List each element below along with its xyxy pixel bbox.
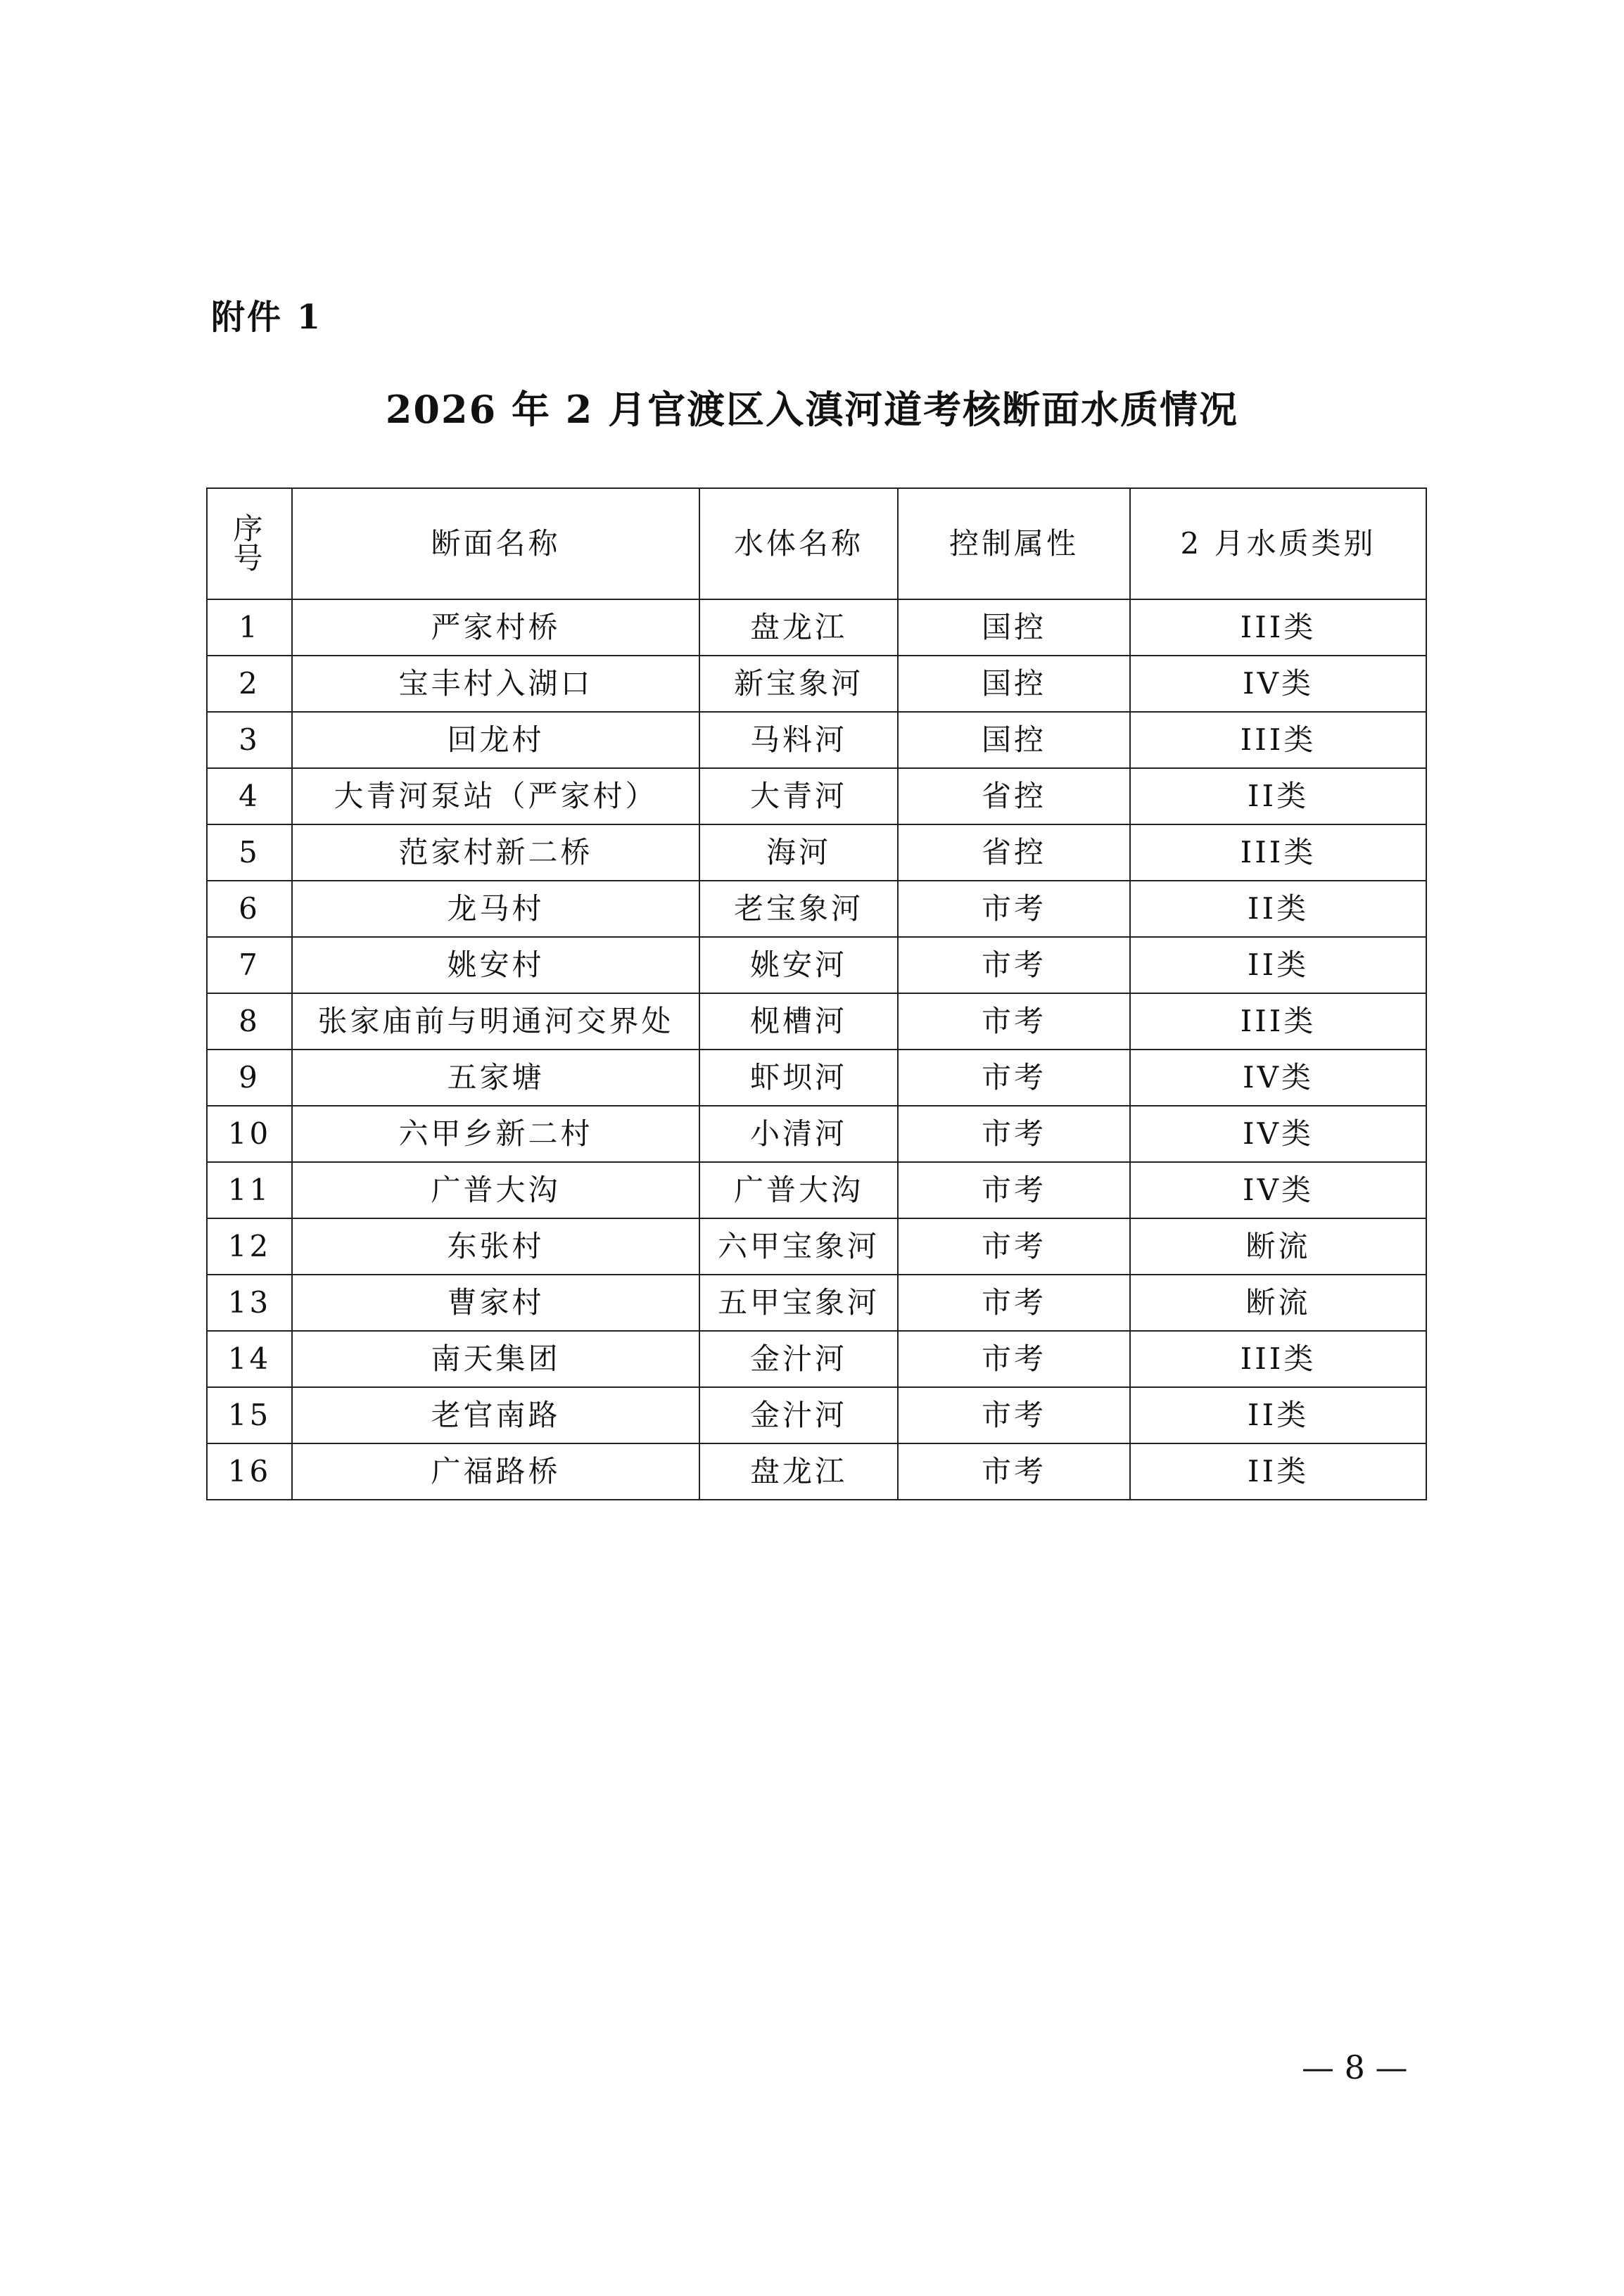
table-row: [207, 712, 1426, 768]
quality-cell: IV类: [1130, 1050, 1426, 1106]
quality-cell: II类: [1130, 937, 1426, 993]
control-attr-cell: 市考: [898, 1106, 1130, 1162]
section-name-cell: 龙马村: [292, 881, 699, 937]
control-attr-cell: 市考: [898, 1443, 1130, 1500]
section-name-cell: 六甲乡新二村: [292, 1106, 699, 1162]
row-index: 13: [207, 1275, 292, 1331]
section-name-cell: 回龙村: [292, 712, 699, 768]
row-index: 12: [207, 1218, 292, 1275]
header-quality: 2 月水质类别: [1130, 488, 1426, 599]
quality-cell: III类: [1130, 824, 1426, 881]
section-name-cell: 范家村新二桥: [292, 824, 699, 881]
row-index: 10: [207, 1106, 292, 1162]
section-name-cell: 大青河泵站（严家村）: [292, 768, 699, 824]
row-index: 16: [207, 1443, 292, 1500]
section-name-cell: 姚安村: [292, 937, 699, 993]
attachment-label: 附件 1: [211, 298, 323, 337]
quality-cell: IV类: [1130, 656, 1426, 712]
row-index: 14: [207, 1331, 292, 1387]
control-attr-cell: 国控: [898, 712, 1130, 768]
water-body-cell: 六甲宝象河: [699, 1218, 898, 1275]
section-name-cell: 广福路桥: [292, 1443, 699, 1500]
table-row: [207, 881, 1426, 937]
control-attr-cell: 国控: [898, 656, 1130, 712]
water-body-cell: 老宝象河: [699, 881, 898, 937]
quality-cell: 断流: [1130, 1218, 1426, 1275]
section-name-cell: 南天集团: [292, 1331, 699, 1387]
water-quality-table: [206, 487, 1427, 1500]
table-row: [207, 1443, 1426, 1500]
row-index: 8: [207, 993, 292, 1050]
row-index: 11: [207, 1162, 292, 1218]
table-row: [207, 1218, 1426, 1275]
control-attr-cell: 省控: [898, 824, 1130, 881]
table-header-row: [207, 488, 1426, 599]
header-seq-line1: 序: [233, 511, 266, 546]
water-body-cell: 新宝象河: [699, 656, 898, 712]
quality-cell: II类: [1130, 1443, 1426, 1500]
row-index: 3: [207, 712, 292, 768]
section-name-cell: 宝丰村入湖口: [292, 656, 699, 712]
section-name-cell: 老官南路: [292, 1387, 699, 1443]
quality-cell: III类: [1130, 1331, 1426, 1387]
row-index: 1: [207, 599, 292, 656]
control-attr-cell: 市考: [898, 1275, 1130, 1331]
section-name-cell: 张家庙前与明通河交界处: [292, 993, 699, 1050]
control-attr-cell: 国控: [898, 599, 1130, 656]
water-body-cell: 枧槽河: [699, 993, 898, 1050]
control-attr-cell: 市考: [898, 1162, 1130, 1218]
table-row: [207, 1162, 1426, 1218]
table-row: [207, 599, 1426, 656]
table-row: [207, 824, 1426, 881]
document-title: 2026 年 2 月官渡区入滇河道考核断面水质情况: [385, 387, 1239, 432]
table-body: [207, 599, 1426, 1500]
header-water-body: 水体名称: [699, 488, 898, 599]
header-seq-line2: 号: [233, 541, 266, 575]
section-name-cell: 东张村: [292, 1218, 699, 1275]
quality-cell: III类: [1130, 599, 1426, 656]
quality-cell: II类: [1130, 768, 1426, 824]
control-attr-cell: 市考: [898, 1387, 1130, 1443]
row-index: 5: [207, 824, 292, 881]
row-index: 6: [207, 881, 292, 937]
water-body-cell: 海河: [699, 824, 898, 881]
water-body-cell: 小清河: [699, 1106, 898, 1162]
control-attr-cell: 市考: [898, 993, 1130, 1050]
quality-cell: II类: [1130, 1387, 1426, 1443]
water-body-cell: 金汁河: [699, 1331, 898, 1387]
table-row: [207, 768, 1426, 824]
quality-cell: III类: [1130, 993, 1426, 1050]
water-body-cell: 五甲宝象河: [699, 1275, 898, 1331]
row-index: 9: [207, 1050, 292, 1106]
header-section-name: 断面名称: [292, 488, 699, 599]
control-attr-cell: 市考: [898, 881, 1130, 937]
section-name-cell: 五家塘: [292, 1050, 699, 1106]
table-row: [207, 1106, 1426, 1162]
control-attr-cell: 省控: [898, 768, 1130, 824]
quality-cell: III类: [1130, 712, 1426, 768]
header-seq: [207, 488, 292, 599]
quality-cell: IV类: [1130, 1106, 1426, 1162]
water-body-cell: 姚安河: [699, 937, 898, 993]
section-name-cell: 曹家村: [292, 1275, 699, 1331]
quality-cell: IV类: [1130, 1162, 1426, 1218]
table-row: [207, 937, 1426, 993]
table-row: [207, 993, 1426, 1050]
control-attr-cell: 市考: [898, 1050, 1130, 1106]
water-body-cell: 广普大沟: [699, 1162, 898, 1218]
row-index: 15: [207, 1387, 292, 1443]
table-row: [207, 1387, 1426, 1443]
water-body-cell: 盘龙江: [699, 1443, 898, 1500]
water-body-cell: 大青河: [699, 768, 898, 824]
table-row: [207, 1050, 1426, 1106]
table-row: [207, 1331, 1426, 1387]
water-body-cell: 马料河: [699, 712, 898, 768]
quality-cell: 断流: [1130, 1275, 1426, 1331]
control-attr-cell: 市考: [898, 937, 1130, 993]
water-body-cell: 盘龙江: [699, 599, 898, 656]
water-body-cell: 虾坝河: [699, 1050, 898, 1106]
header-control-attr: 控制属性: [898, 488, 1130, 599]
table-row: [207, 1275, 1426, 1331]
water-body-cell: 金汁河: [699, 1387, 898, 1443]
table-row: [207, 656, 1426, 712]
row-index: 7: [207, 937, 292, 993]
section-name-cell: 严家村桥: [292, 599, 699, 656]
row-index: 4: [207, 768, 292, 824]
page-number: — 8 —: [1302, 2048, 1408, 2086]
quality-cell: II类: [1130, 881, 1426, 937]
control-attr-cell: 市考: [898, 1331, 1130, 1387]
section-name-cell: 广普大沟: [292, 1162, 699, 1218]
control-attr-cell: 市考: [898, 1218, 1130, 1275]
row-index: 2: [207, 656, 292, 712]
